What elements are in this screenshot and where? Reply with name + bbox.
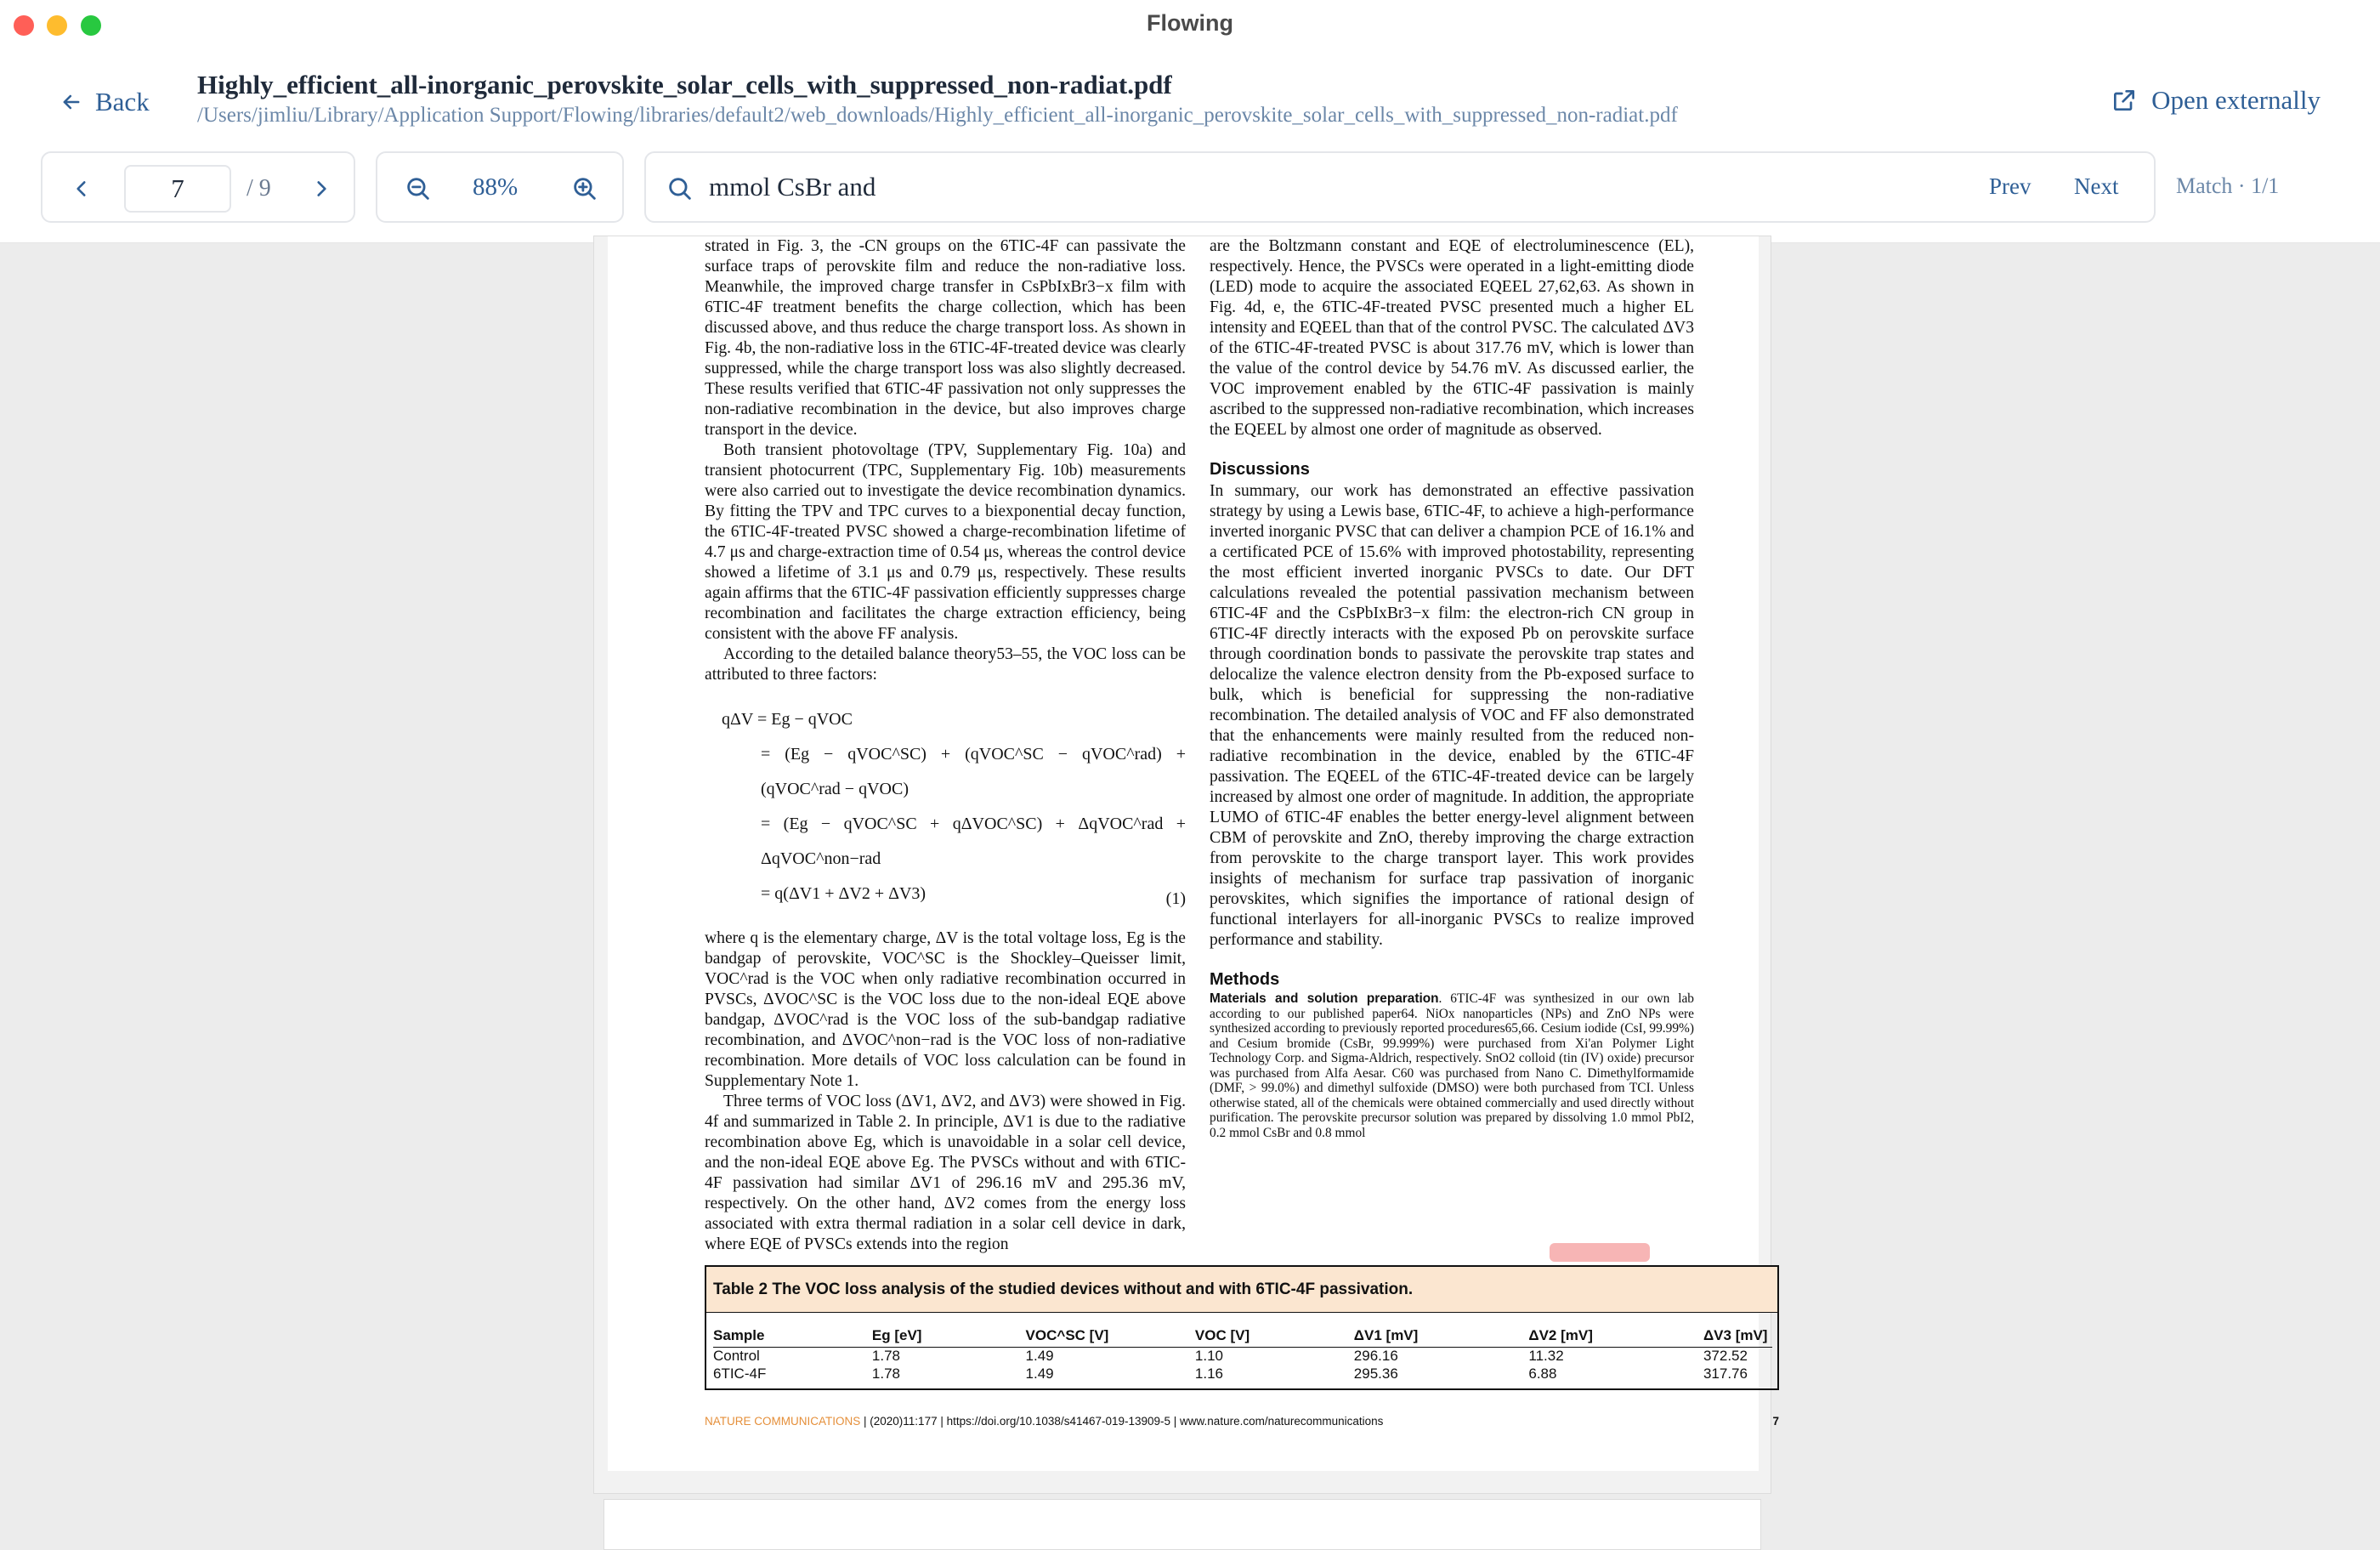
next-pdf-page [604,1499,1761,1550]
table-cell: 1.16 [1194,1365,1223,1382]
table-row [713,1347,1772,1365]
document-path: /Users/jimliu/Library/Application Support/Flowing/libraries/default2/web_downloads/Highly_efficient_all-inorganic_perovskite_solar_cells_with_suppressed_non-radiat.pdf [197,104,1678,127]
pdf-page [608,236,1779,1471]
table-2 [705,1265,1779,1390]
table-cell: 296.16 [1353,1347,1398,1364]
methods-paragraph [1210,991,1694,1140]
voc-loss-table [713,1326,1772,1383]
equation-line: = (Eg − qVOC^SC + qΔVOC^SC) + ΔqVOC^rad + ΔqVOC^non−rad [761,815,1186,868]
column-header: Eg [eV] [872,1326,1026,1347]
column-header: VOC [V] [1195,1326,1354,1347]
document-title: Highly_efficient_all-inorganic_perovskite_solar_cells_with_suppressed_non-radiat.pdf [197,70,1172,99]
page-number-input[interactable]: 7 [124,165,231,213]
table-cell: 1.49 [1025,1365,1054,1382]
equation-line: qΔV = Eg − qVOC [722,710,853,729]
table-cell: 6TIC-4F [713,1365,767,1382]
table-cell: 1.10 [1194,1347,1223,1364]
chevron-left-icon [71,178,93,200]
page-total: / 9 [246,175,271,202]
back-button[interactable] [60,85,150,119]
window-titlebar [0,0,2380,49]
zoom-level: 88% [473,173,518,201]
document-header [0,49,2380,141]
table-cell: 295.36 [1353,1365,1398,1382]
column-header: ΔV3 [mV] [1703,1326,1772,1347]
zoom-controls [376,151,624,223]
paragraph: According to the detailed balance theory53–55, the VOC loss can be attributed to three factors: [705,645,1186,684]
next-page-button[interactable] [303,170,340,207]
paragraph: In summary, our work has demonstrated an effective passivation strategy by using a Lewis base, 6TIC-4F, to achieve a high-performance inverted inorganic PVSC that can deliver a champion PCE of 16.1% and a certificated PCE of 15.6% with improved photostability, representing the most efficient inverted inorganic PVSCs to date. Our DFT calculations revealed the potential passivation mechanism between 6TIC-4F and the CsPbIxBr3−x film: the electron-rich CN group in 6TIC-4F directly interacts with the exposed Pb on perovskite surface through coordination bonds to passivate the perovskite trap states and delocalize the valence electron density from the Pb-exposed surface to bulk, which is beneficial for suppressing the non-radiative recombination. The detailed analysis of VOC and FF also demonstrated that the enhancements were mainly resulted from the reduced non-radiative recombination in the device, enabled by the 6TIC-4F passivation. The EQEEL of the 6TIC-4F-treated device can be largely increased by almost one order of magnitude. In addition, the appropriate LUMO of 6TIC-4F enables the better energy-level alignment between CBM of perovskite and ZnO, thereby improving the charge extraction from perovskite to the charge transport layer. This work provides insights of mechanism for surface trap passivation of inorganic perovskites, which signifies the importance of rational design of functional interlayers for all-inorganic PVSCs to realize improved performance and stability. [1210,482,1694,949]
table-cell: 1.78 [871,1365,900,1382]
table-cell: 1.49 [1025,1347,1054,1364]
zoom-in-button[interactable] [566,170,604,207]
citation: | (2020)11:177 | https://doi.org/10.1038/s41467-019-13909-5 | www.nature.com/naturecommunications [864,1415,1384,1428]
back-label: Back [95,87,150,116]
search-icon-wrap [661,170,699,207]
table-title: Table 2 The VOC loss analysis of the studied devices without and with 6TIC-4F passivation. [706,1267,1777,1313]
equation-number: (1) [1165,889,1186,908]
equation-line: = (Eg − qVOC^SC) + (qVOC^SC − qVOC^rad) + (qVOC^rad − qVOC) [761,745,1186,798]
table-cell: 1.78 [871,1347,900,1364]
viewer-toolbar [0,141,2380,243]
table-cell: 11.32 [1528,1347,1564,1364]
equation-line: = q(ΔV1 + ΔV2 + ΔV3) [761,884,926,903]
pdf-page-frame [593,236,1779,1494]
prev-match-button[interactable]: Prev [1989,173,2032,199]
paragraph: strated in Fig. 3, the -CN groups on the 6TIC-4F can passivate the surface traps of perovskite film and reduce the non-radiative loss. Meanwhile, the improved charge transfer in CsPbIxBr3−x film with 6TIC-4F treatment benefits the charge collection, which has been discussed above, and thus reduce the charge transport loss. As shown in Fig. 4b, the non-radiative loss in the 6TIC-4F-treated device was clearly suppressed, while the charge transport loss was also slightly decreased. These results verified that 6TIC-4F passivation not only suppresses the non-radiative recombination in the device, but also improves charge transport in the device. [705,237,1186,439]
table-cell: 317.76 [1703,1365,1748,1382]
open-externally-label: Open externally [2151,85,2320,115]
search-bar [644,151,2156,223]
column-header: VOC^SC [V] [1026,1326,1195,1347]
paragraph: Both transient photovoltage (TPV, Supplementary Fig. 10a) and transient photocurrent (TPC, Supplementary Fig. 10b) measurements were also carried out to investigate the device recombination dynamics. By fitting the TPV and TPC curves to a biexponential decay function, the 6TIC-4F-treated PVSC showed a charge-recombination lifetime of 4.7 μs and charge-extraction time of 0.54 μs, whereas the control device showed a lifetime of 3.1 μs and 0.79 μs, respectively. These results again affirms that the 6TIC-4F passivation efficiently suppresses charge recombination and facilitates the charge extraction efficiency, being consistent with the above FF analysis. [705,441,1186,643]
open-external-icon [2111,87,2138,114]
page-navigation [41,151,355,223]
table-cell: 372.52 [1703,1347,1748,1364]
paragraph: are the Boltzmann constant and EQE of electroluminescence (EL), respectively. Hence, the PVSCs were operated in a light-emitting diode (LED) mode to acquire the associated EQEEL 27,62,63. As shown in Fig. 4d, e, the 6TIC-4F-treated PVSC presented much a higher EL intensity and EQEEL than that of the control PVSC. The calculated ΔV3 of the 6TIC-4F-treated PVSC is about 317.76 mV, which is lower than the value of the control device by 54.76 mV. As discussed earlier, the VOC improvement enabled by the 6TIC-4F passivation is mainly ascribed to the suppressed non-radiative recombination, which increases the EQEEL by almost one order of magnitude as observed. [1210,237,1694,439]
paragraph: where q is the elementary charge, ΔV is the total voltage loss, Eg is the bandgap of perovskite, VOC^SC is the Shockley–Queisser limit, VOC^rad is the VOC when only radiative recombination occurred in PVSCs, ΔVOC^SC is the VOC loss due to the non-ideal EQE above bandgap, ΔVOC^rad is the VOC loss of the sub-bandgap radiative recombination, and ΔVOC^non−rad is the VOC loss of non-radiative recombination. More details of VOC loss calculation can be found in Supplementary Note 1. [705,929,1186,1090]
open-externally-button[interactable] [2111,85,2320,116]
table-header-row [713,1326,1772,1347]
table-cell: 6.88 [1528,1365,1557,1382]
column-header: ΔV2 [mV] [1528,1326,1703,1347]
match-status: Match · 1/1 [2176,173,2280,198]
zoom-out-icon [404,174,433,203]
zoom-out-button[interactable] [400,170,437,207]
next-match-button[interactable]: Next [2074,173,2119,199]
methods-text: . 6TIC-4F was synthesized in our own lab according to our published paper64. NiOx nanoparticles (NPs) and ZnO NPs were synthesized according to previously reported procedures65,66. Cesium iodide (CsI, 99.99%) and Cesium bromide (CsBr, 99.999%) were purchased from Xi'an Polymer Light Technology Corp. and Sigma-Aldrich, respectively. SnO2 colloid (tin (IV) oxide) precursor was purchased from Alfa Aesar. C60 was purchased from Nano C. Dimethylformamide (DMF, > 99.0%) and dimethyl sulfoxide (DMSO) were both purchased from TCI. Unless otherwise stated, all of the chemicals were obtained commercially and used directly without purification. The perovskite precursor solution was prepared by dissolving 1.0 mmol PbI2, 0.2 mmol CsBr and 0.8 mmol [1210,991,1695,1140]
page-footer [705,1415,1779,1428]
chevron-right-icon [310,178,332,200]
right-column [1210,236,1694,1140]
column-header: ΔV1 [mV] [1354,1326,1529,1347]
zoom-in-icon [570,174,599,203]
pdf-viewer[interactable] [0,237,2380,1532]
column-header: Sample [713,1326,872,1347]
discussions-heading: Discussions [1210,460,1310,479]
journal-name: NATURE COMMUNICATIONS [705,1415,861,1428]
search-match-highlight [1550,1243,1650,1262]
methods-heading: Methods [1210,970,1280,989]
paragraph: Three terms of VOC loss (ΔV1, ΔV2, and ΔV3) were showed in Fig. 4f and summarized in Table 2. In principle, ΔV1 is due to the radiative recombination above Eg, which is unavoidable in a solar cell device, and the non-ideal EQE above Eg. The PVSCs without and with 6TIC-4F passivation had similar ΔV1 of 296.16 mV and 295.36 mV, respectively. On the other hand, ΔV2 comes from the energy loss associated with extra thermal radiation in a solar cell device in dark, where EQE of PVSCs extends into the region [705,1093,1186,1253]
equation [705,702,1186,911]
window-title: Flowing [1147,10,1233,36]
search-icon [666,174,694,203]
page-number: 7 [1772,1415,1779,1428]
table-cell: Control [713,1347,760,1364]
back-arrow-icon [60,90,83,114]
left-column [705,236,1186,1255]
methods-subheading: Materials and solution preparation [1210,991,1439,1006]
search-input[interactable]: mmol CsBr and [709,172,876,202]
previous-page-button[interactable] [63,170,100,207]
table-row [713,1365,1772,1383]
